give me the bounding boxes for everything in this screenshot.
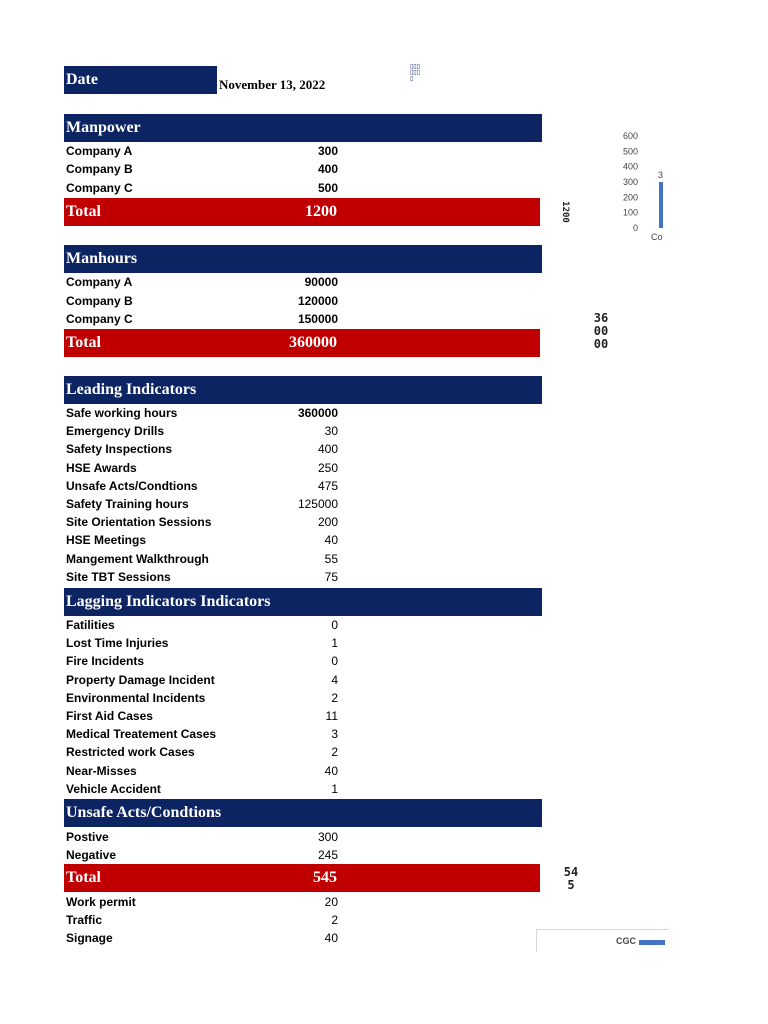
manhours-total-bar [64,329,540,357]
vertical-glyph-artifact: ▯▯▯▯▯▯▯ [410,63,420,82]
manhours-row-value: 90000 [304,275,338,289]
y-tick-label: 200 [622,192,638,203]
unsafe-title: Unsafe Acts/Condtions [66,804,222,821]
leading-row [66,440,338,458]
leading-row-label: Safety Inspections [66,442,173,457]
leading-row-label: Unsafe Acts/Condtions [66,478,198,493]
lagging-row-label: Near-Misses [66,763,137,778]
lagging-row-label: Medical Treatement Cases [66,727,217,742]
leading-row [66,568,338,586]
leading-row-label: Safe working hours [66,406,178,420]
leading-row-value: 360000 [297,406,338,420]
y-tick-label: 400 [622,161,638,172]
leading-row-value: 40 [324,533,338,548]
lagging-header [64,588,542,616]
unsafe-row [66,911,338,929]
lagging-row-value: 2 [331,745,338,760]
lagging-row-label: Fatilities [66,618,115,632]
lagging-row-value: 0 [331,618,338,632]
manhours-row-label: Company A [66,275,133,289]
lagging-row-value: 1 [331,636,338,651]
unsafe-row-label: Negative [66,848,117,863]
leading-header [64,376,542,404]
lagging-row-label: Restricted work Cases [66,745,195,760]
leading-row [66,550,338,568]
unsafe-total-bar [64,864,540,892]
unsafe-row [66,929,338,947]
manpower-row-value: 400 [317,162,338,177]
manhours-title: Manhours [66,250,138,267]
leading-row-value: 75 [324,569,338,584]
leading-row-value: 55 [324,551,338,566]
manhours-row-label: Company B [66,293,133,308]
leading-title: Leading Indicators [66,381,197,398]
lagging-row-value: 4 [331,672,338,687]
manpower-row [66,179,338,197]
manpower-chart-svg [612,128,668,246]
lagging-row-label: Property Damage Incident [66,672,215,687]
unsafe-header [64,799,542,827]
x-category-label: Co [651,232,663,242]
leading-row [66,477,338,495]
leading-row-value: 30 [324,424,338,439]
lagging-row-label: Fire Incidents [66,654,145,669]
lagging-row [66,707,338,725]
lagging-row-value: 40 [324,763,338,778]
leading-row-value: 250 [317,460,338,475]
bottom-chart-bar [639,940,665,945]
chart-data-label: 3 [658,170,664,180]
lagging-row-label: First Aid Cases [66,709,153,723]
date-value: November 13, 2022 [219,77,326,92]
manpower-row-value: 300 [317,144,338,158]
leading-row-label: Site Orientation Sessions [66,515,212,530]
leading-row [66,459,338,477]
lagging-row-value: 2 [331,690,338,705]
unsafe-row-value: 245 [317,848,338,863]
lagging-row [66,634,338,652]
leading-row-value: 400 [317,442,338,457]
leading-row [66,531,338,549]
unsafe-row-label: Work permit [66,895,136,909]
manhours-row-value: 150000 [297,312,338,327]
lagging-row-value: 1 [331,781,338,796]
unsafe-row [66,893,338,911]
leading-row-label: Mangement Walkthrough [66,551,209,566]
y-tick-label: 0 [632,223,638,233]
lagging-row [66,652,338,670]
lagging-row-value: 0 [331,654,338,669]
y-tick-label: 500 [622,146,638,157]
manhours-header [64,245,542,273]
lagging-row [66,616,338,634]
manpower-row-label: Company C [66,180,133,195]
leading-row-value: 200 [317,515,338,530]
lagging-row [66,780,338,798]
lagging-row-label: Environmental Incidents [66,690,206,705]
manpower-side-total: 1200 [559,201,570,223]
manpower-total-label: Total [66,203,101,220]
lagging-row-label: Vehicle Accident [66,781,161,796]
leading-row [66,513,338,531]
lagging-row [66,671,338,689]
manpower-total-value: 1200 [305,203,337,220]
manpower-header [64,114,542,142]
manhours-total-label: Total [66,334,101,351]
y-tick-label: 100 [622,207,638,218]
manpower-row-label: Company B [66,162,133,177]
lagging-title: Lagging Indicators Indicators [66,593,271,610]
leading-row-label: Emergency Drills [66,424,165,439]
leading-row-label: Safety Training hours [66,497,189,511]
manhours-row [66,292,338,310]
unsafe-side-total: 54 5 [563,865,579,892]
leading-row-value: 475 [317,478,338,493]
manpower-row-value: 500 [317,180,338,195]
manhours-total-value: 360000 [289,334,337,351]
leading-row-label: Site TBT Sessions [66,569,171,584]
unsafe-row [66,846,338,864]
lagging-row [66,689,338,707]
unsafe-row-value: 2 [331,913,338,928]
unsafe-row-value: 300 [317,830,338,844]
manpower-chart [612,128,668,246]
manpower-row-label: Company A [66,144,133,158]
manpower-total-bar [64,198,540,226]
leading-row-value: 125000 [297,497,338,511]
lagging-row [66,762,338,780]
unsafe-row-label: Postive [66,830,109,844]
unsafe-total-label: Total [66,869,101,886]
lagging-row [66,743,338,761]
manpower-title: Manpower [66,119,141,136]
date-label-cell [64,66,217,94]
unsafe-row-label: Signage [66,931,113,946]
lagging-row-value: 11 [325,709,338,723]
leading-row-label: HSE Awards [66,460,137,475]
bottom-chart-label: CGC [616,936,636,946]
date-label: Date [66,71,98,88]
lagging-row-label: Lost Time Injuries [66,636,169,651]
manhours-row [66,273,338,291]
leading-row [66,422,338,440]
unsafe-total-value: 545 [313,869,337,886]
leading-row-label: HSE Meetings [66,533,147,548]
lagging-row-value: 3 [331,727,338,742]
leading-row [66,404,338,422]
leading-row [66,495,338,513]
y-tick-label: 600 [622,131,638,141]
unsafe-row-value: 40 [324,931,338,946]
unsafe-row-value: 20 [324,895,338,909]
y-tick-label: 300 [622,177,638,187]
manhours-row-label: Company C [66,312,133,327]
manhours-side-total: 36 00 00 [593,311,609,351]
unsafe-row-label: Traffic [66,913,103,928]
unsafe-row [66,828,338,846]
manpower-row [66,160,338,178]
chart-bar [659,182,663,228]
bottom-chart [536,929,669,952]
manhours-row-value: 120000 [297,293,338,308]
manpower-row [66,142,338,160]
lagging-row [66,725,338,743]
manhours-row [66,310,338,328]
